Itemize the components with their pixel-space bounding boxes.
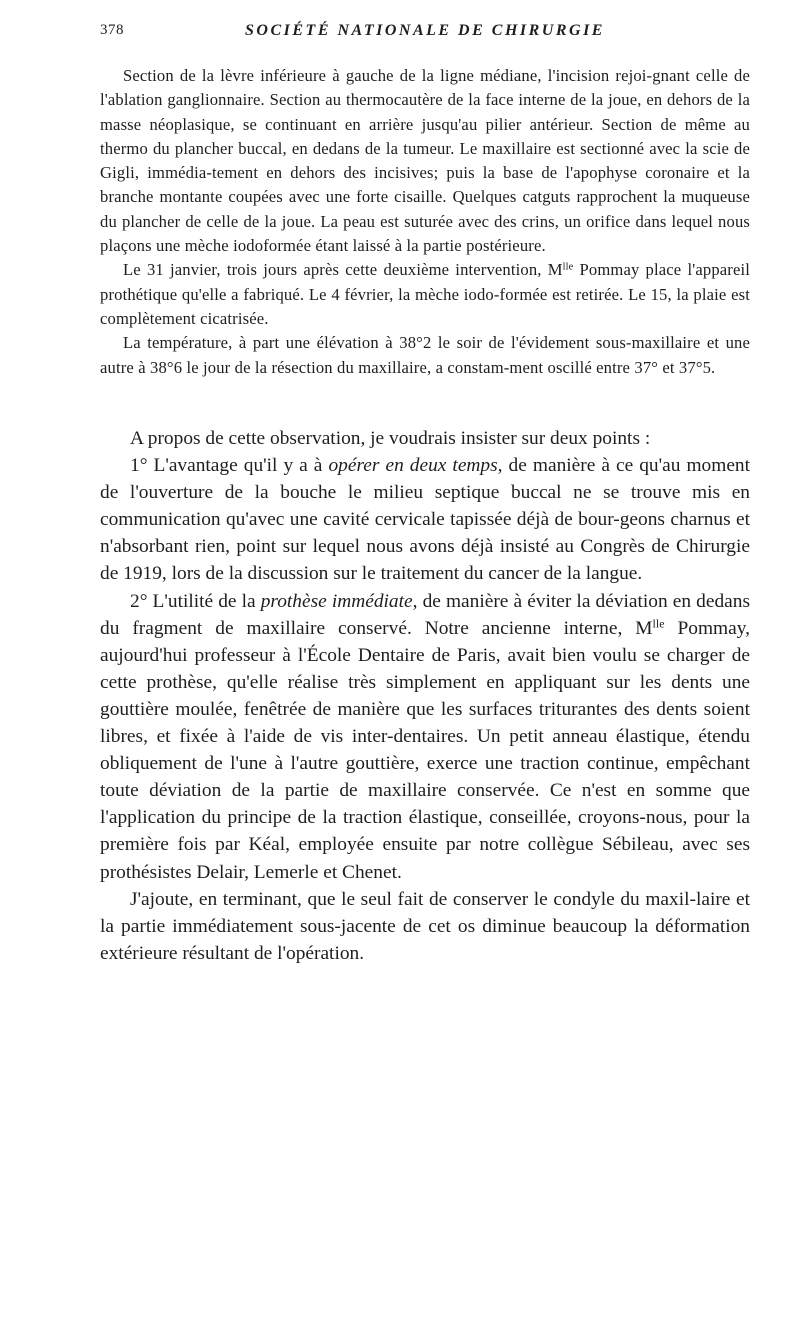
- superscript-lle: lle: [562, 261, 574, 273]
- paragraph-text: 2° L'utilité de la: [130, 590, 261, 612]
- paragraph-text: Pommay, aujourd'hui professeur à l'École Dentaire de Paris, avait bien voulu se charger de cette prothèse, qu'elle réalise très simplement en appliquant sur les dents une gouttière moulée, fenêtrée de manière que les surfaces triturantes des dents soient libres, et fixée à l'aide de vis inter-dentaires. Un petit anneau élastique, étendu obliquement de l'une à l'autre gouttière, exerce une traction continue, empêchant toute déviation de la partie de maxillaire conservée. Ce n'est en somme que l'application du principe de la traction élastique, conseillée, croyons-nous, pour la première fois par Kéal, employée ensuite par notre collègue Sébileau, avec ses prothésistes Delair, Lemerle et Chenet.: [100, 617, 751, 883]
- page-header: [100, 22, 750, 46]
- paragraph-operation-details: Section de la lèvre inférieure à gauche de la ligne médiane, l'incision rejoi-gnant celle de l'ablation ganglionnaire. Section au thermocautère de la face interne de la joue, en dehors de la masse néoplasique, se continuant en arrière jusqu'au pilier antérieur. Section de même au thermo du plancher buccal, en dedans de la tumeur. Le maxillaire est sectionné avec la scie de Gigli, immédia-tement en dehors des incisives; puis la base de l'apophyse coronaire et la branche montante coupées avec une forte cisaille. Quelques catguts rapprochent la muqueuse du plancher de celle de la joue. La peau est suturée avec des crins, un orifice dans lequel nous plaçons une mèche iodoformée étant laissé à la partie postérieure.: [100, 66, 750, 256]
- running-title: SOCIÉTÉ NATIONALE DE CHIRURGIE: [245, 22, 605, 39]
- paragraph-text: , de manière à éviter la déviation en dedans du fragment de maxillaire conservé. Notre ancienne interne, M: [100, 590, 751, 639]
- superscript-lle: lle: [652, 616, 665, 631]
- emphasis-text: prothèse immédiate: [260, 590, 413, 612]
- observation-text-block: [100, 64, 750, 380]
- paragraph-conclusion: J'ajoute, en terminant, que le seul fait de conserver le condyle du maxil-laire et la partie immédiatement sous-jacente de cet os diminue beaucoup la déformation extérieure résultant de l'opération.: [100, 888, 750, 964]
- paragraph-point-two: [100, 588, 750, 886]
- paragraph-temperature: La température, à part une élévation à 38°2 le soir de l'évidement sous-maxillaire et une autre à 38°6 le jour de la résection du maxillaire, a constam-ment oscillé entre 37° et 37°5.: [100, 333, 750, 377]
- page-number: 378: [100, 22, 124, 38]
- discussion-text-block: [100, 425, 750, 967]
- paragraph-prosthesis-placement: [100, 258, 750, 331]
- paragraph-text: Pommay place l'appareil prothétique qu'elle a fabriqué. Le 4 février, la mèche iodo-formée est retirée. Le 15, la plaie est complètement cicatrisée.: [100, 260, 750, 328]
- paragraph-text: 1° L'avantage qu'il y a à: [130, 455, 329, 477]
- emphasis-text: opérer en deux temps: [328, 455, 498, 477]
- paragraph-text: , de manière à ce qu'au moment de l'ouverture de la bouche le milieu septique buccal ne se trouve mis en communication qu'avec une cavité cervicale tapissée déjà de bour-geons charnus et n'absorbant rien, point sur lequel nous avons déjà insisté au Congrès de Chirurgie de 1919, lors de la discussion sur le traitement du cancer de la langue.: [100, 455, 751, 585]
- paragraph-text: Le 31 janvier, trois jours après cette deuxième intervention, M: [123, 260, 563, 280]
- paragraph-introduction: A propos de cette observation, je voudrais insister sur deux points :: [130, 428, 651, 449]
- paragraph-point-one: [100, 452, 750, 587]
